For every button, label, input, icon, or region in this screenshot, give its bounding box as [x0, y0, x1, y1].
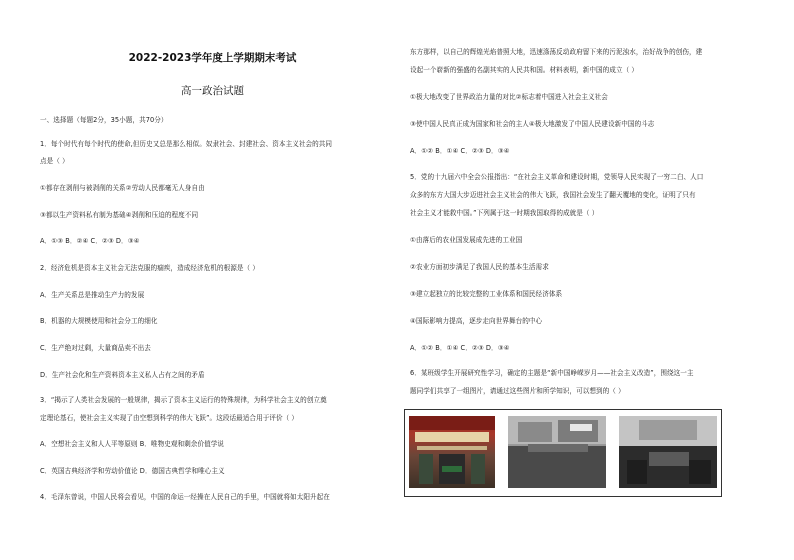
q3-stem-line1: 3．“揭示了人类社会发展的一般规律，揭示了资本主义运行的特殊规律，为科学社会主义的创立奠	[40, 396, 327, 404]
q1-stem-line2: 点是（ ）	[40, 157, 69, 165]
q4-statements-line2: ③使中国人民真正成为国家和社会的主人④极大地激发了中国人民建设新中国的斗志	[410, 120, 655, 128]
q3-options-cd: C．英国古典经济学和劳动价值论 D．德国古典哲学和唯心主义	[40, 467, 225, 475]
exam-title: 2022-2023学年度上学期期末考试	[128, 52, 297, 64]
q1-stem-line1: 1．每个时代有每个时代的使命,但历史又总是那么相似。奴隶社会、封建社会、资本主义社会的共同	[40, 140, 333, 148]
q1-statements-line2: ③都以生产资料私有制为基础④剥削和压迫的程度不同	[40, 211, 199, 219]
q3-options-ab: A．空想社会主义和人人平等原则 B．唯物史观和剩余价值学说	[40, 440, 225, 448]
q5-statement-4: ④国际影响力提高，逐步走向世界舞台的中心	[410, 317, 543, 325]
photo-crowd-square-graphic	[508, 416, 606, 488]
q3-stem-line2: 定理论基石，使社会主义实现了由空想到科学的伟大飞跃”。这段话最适合用于评价（ ）	[40, 414, 299, 422]
q2-stem: 2．经济危机是资本主义社会无法克服的痼疾，造成经济危机的根源是（ ）	[40, 264, 259, 272]
q2-option-b: B．机器的大规模使用和社会分工的细化	[40, 317, 158, 325]
q4-statements-line1: ①极大地改变了世界政治力量的对比②标志着中国进入社会主义社会	[410, 93, 608, 101]
q6-stem-line2: 题同学们共享了一组图片，请通过这些图片和所学知识，可以想到的（ ）	[410, 387, 625, 395]
q4-options: A．①② B．①④ C．②③ D．③④	[410, 147, 510, 155]
photo-gathering	[619, 416, 717, 488]
q2-option-a: A．生产关系总是推动生产力的发展	[40, 291, 145, 299]
q5-statement-2: ②农业方面初步满足了我国人民的基本生活需求	[410, 263, 549, 271]
q6-stem-line1: 6．某班级学生开展研究性学习，确定的主题是“新中国峥嵘岁月——社会主义改造”，围绕这一主	[410, 369, 694, 377]
photo-storefront-graphic	[409, 416, 495, 488]
q4-stem-line2: 东方那样，以自己的辉煌光焰普照大地，迅速涤荡反动政府留下来的污泥浊水，治好战争的创伤，建	[410, 48, 703, 56]
q2-option-d: D．生产社会化和生产资料资本主义私人占有之间的矛盾	[40, 371, 205, 379]
q5-stem-line3: 社会主义才能救中国。”下列属于这一时期我国取得的成就是（ ）	[410, 209, 599, 217]
q6-image-strip	[404, 409, 722, 497]
photo-storefront	[409, 416, 495, 488]
q1-statements-line1: ①都存在剥削与被剥削的关系②劳动人民都毫无人身自由	[40, 184, 205, 192]
q4-stem-line3: 设起一个崭新的强盛的名副其实的人民共和国。材料表明，新中国的成立（ ）	[410, 66, 639, 74]
q5-statement-3: ③建立起独立的比较完整的工业体系和国民经济体系	[410, 290, 563, 298]
section-heading: 一、选择题（每题2分，35小题，共70分）	[40, 116, 168, 124]
q4-stem-line1: 4．毛泽东曾说，中国人民将会看见，中国的命运一经操在人民自己的手里，中国就将如太阳升起在	[40, 493, 330, 501]
q1-options: A．①③ B．②④ C．②③ D．③④	[40, 237, 140, 245]
q2-option-c: C．生产绝对过剩，大量商品卖不出去	[40, 344, 151, 352]
photo-gathering-graphic	[619, 416, 717, 488]
q5-statement-1: ①由落后的农业国发展成先进的工业国	[410, 236, 523, 244]
exam-subtitle: 高一政治试题	[181, 85, 244, 97]
q5-stem-line1: 5．党的十九届六中全会公报指出：“在社会主义革命和建设时期，党领导人民实现了一穷二白、人口	[410, 173, 704, 181]
photo-crowd-square	[508, 416, 606, 488]
q5-options: A．①② B．①④ C．②③ D．③④	[410, 344, 510, 352]
q5-stem-line2: 众多的东方大国大步迈进社会主义社会的伟大飞跃，我国社会发生了翻天覆地的变化，证明了只有	[410, 191, 696, 199]
